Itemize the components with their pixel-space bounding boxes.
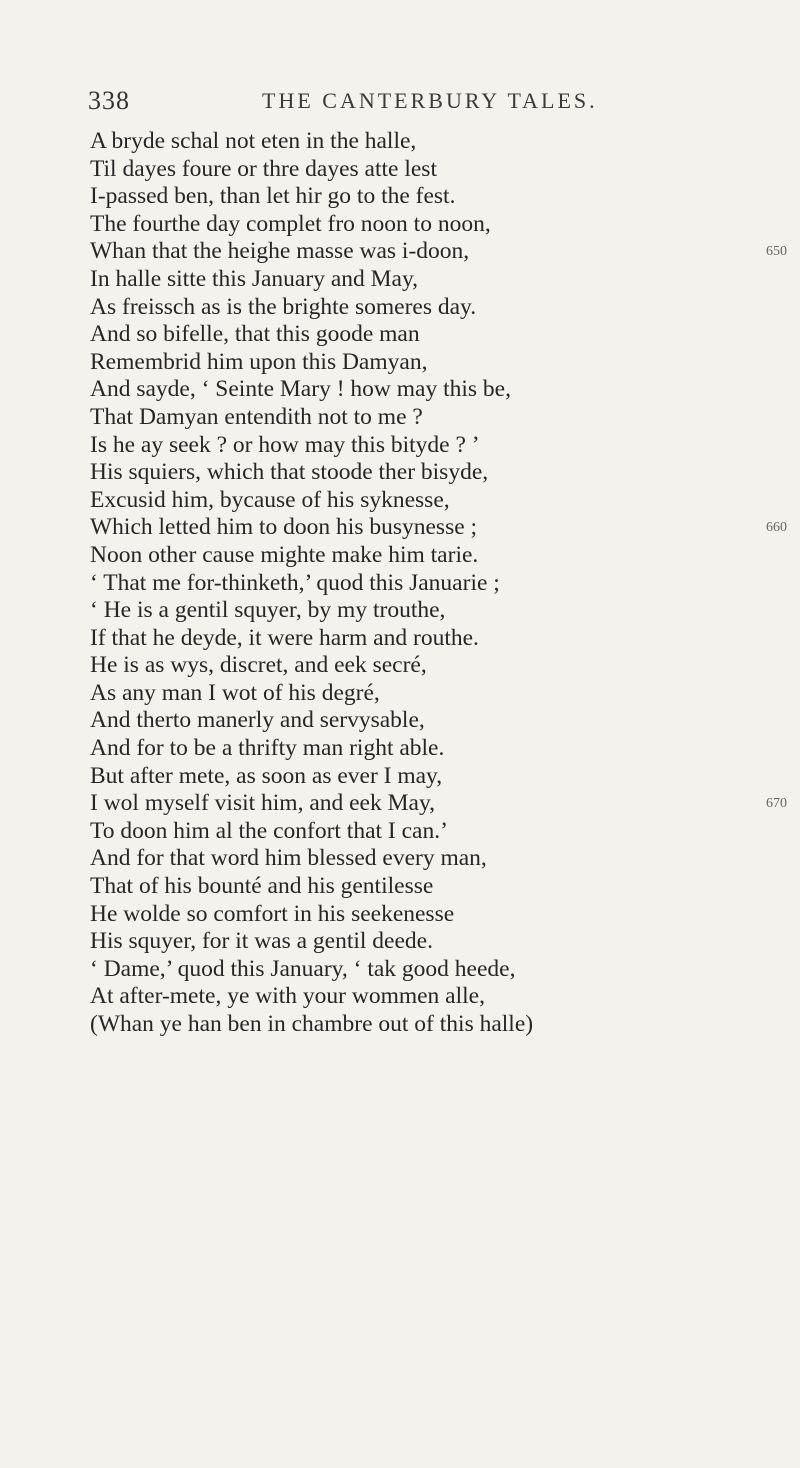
line-text: A bryde schal not eten in the halle, <box>90 128 417 154</box>
poem-line <box>0 901 800 929</box>
line-text: Is he ay seek ? or how may this bityde ? ’ <box>90 431 480 458</box>
line-text: That of his bounté and his gentilesse <box>90 873 434 900</box>
line-text: And for that word him blessed every man, <box>90 845 487 872</box>
line-text: His squyer, for it was a gentil deede. <box>90 928 433 955</box>
line-number: 670 <box>766 796 787 812</box>
poem-line <box>0 818 800 846</box>
line-text: He is as wys, discret, and eek secré, <box>90 652 427 679</box>
line-text: Remembrid him upon this Damyan, <box>90 348 428 375</box>
line-text: And for to be a thrifty man right able. <box>90 735 445 762</box>
line-text: To doon him al the confort that I can.’ <box>90 817 448 844</box>
poem-line <box>0 928 800 956</box>
poem-line <box>0 680 800 708</box>
line-text: Noon other cause mighte make him tarie. <box>90 541 479 568</box>
poem-line <box>0 625 800 653</box>
page-number: 338 <box>88 86 130 115</box>
line-text: That Damyan entendith not to me ? <box>90 403 423 430</box>
poem-line <box>0 321 800 349</box>
poem-line <box>0 487 800 515</box>
line-text: ‘ Dame,’ quod this January, ‘ tak good heede, <box>90 955 516 982</box>
line-number: 650 <box>766 244 787 260</box>
poem-line <box>0 183 800 211</box>
poem-line <box>0 956 800 984</box>
line-text: And therto manerly and servysable, <box>90 707 425 734</box>
poem-line <box>0 983 800 1011</box>
line-text: Excusid him, bycause of his syknesse, <box>90 486 450 513</box>
poem-line <box>0 294 800 322</box>
line-text: And sayde, ‘ Seinte Mary ! how may this be, <box>90 376 511 403</box>
running-title: THE CANTERBURY TALES. <box>262 88 598 113</box>
poem-text <box>0 128 800 1039</box>
line-text: As freissch as is the brighte someres day. <box>90 293 477 320</box>
poem-line <box>0 514 800 542</box>
poem-line <box>0 128 800 156</box>
poem-line <box>0 570 800 598</box>
poem-line <box>0 459 800 487</box>
line-text: His squiers, which that stoode ther bisyde, <box>90 459 489 486</box>
poem-line <box>0 763 800 791</box>
poem-line <box>0 266 800 294</box>
line-text: I wol myself visit him, and eek May, <box>90 790 436 817</box>
poem-line <box>0 432 800 460</box>
poem-line <box>0 349 800 377</box>
line-text: In halle sitte this January and May, <box>90 265 419 292</box>
poem-line <box>0 790 800 818</box>
line-text: ‘ That me for-thinketh,’ quod this Januarie ; <box>90 569 500 596</box>
poem-line <box>0 238 800 266</box>
poem-line <box>0 211 800 239</box>
poem-line <box>0 707 800 735</box>
line-text: The fourthe day complet fro noon to noon, <box>90 210 491 237</box>
poem-line <box>0 652 800 680</box>
line-text: As any man I wot of his degré, <box>90 679 380 706</box>
poem-line <box>0 156 800 184</box>
page-header <box>0 86 800 120</box>
poem-line <box>0 542 800 570</box>
line-text: At after-mete, ye with your wommen alle, <box>90 983 485 1010</box>
poem-line <box>0 597 800 625</box>
line-number: 660 <box>766 520 787 536</box>
poem-line <box>0 1011 800 1039</box>
line-text: And so bifelle, that this goode man <box>90 321 420 348</box>
line-text: But after mete, as soon as ever I may, <box>90 762 443 789</box>
line-text: Which letted him to doon his busynesse ; <box>90 514 478 541</box>
line-text: He wolde so comfort in his seekenesse <box>90 900 455 927</box>
poem-line <box>0 376 800 404</box>
line-text: I-passed ben, than let hir go to the fest. <box>90 183 456 210</box>
poem-line <box>0 404 800 432</box>
line-text: Whan that the heighe masse was i-doon, <box>90 238 470 265</box>
line-text: Til dayes foure or thre dayes atte lest <box>90 155 437 182</box>
line-text: ‘ He is a gentil squyer, by my trouthe, <box>90 597 446 624</box>
poem-line <box>0 873 800 901</box>
line-text: (Whan ye han ben in chambre out of this halle) <box>90 1011 534 1037</box>
poem-line <box>0 845 800 873</box>
poem-line <box>0 735 800 763</box>
line-text: If that he deyde, it were harm and routhe. <box>90 624 479 651</box>
